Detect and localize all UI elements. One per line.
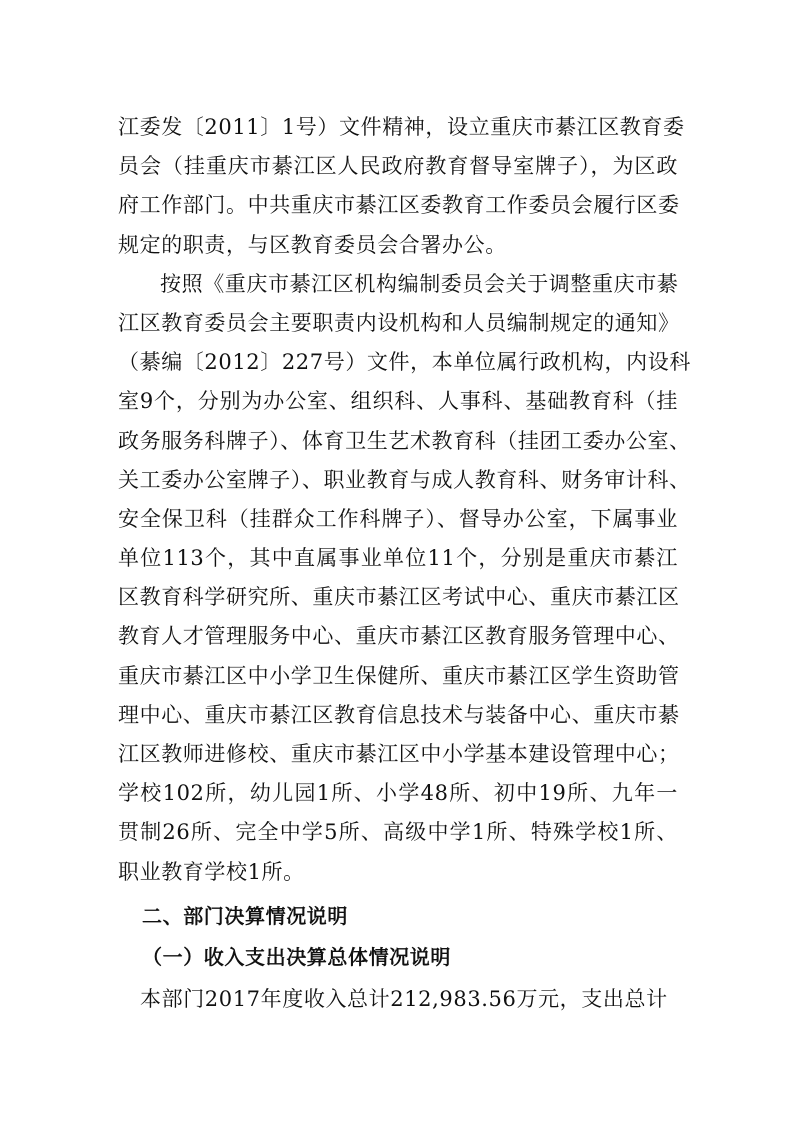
text-line: 学校102所，幼儿园1所、小学48所、初中19所、九年一 — [118, 781, 678, 806]
text-line: 单位113个，其中直属事业单位11个，分别是重庆市綦江 — [118, 546, 678, 571]
text-line: 规定的职责，与区教育委员会合署办公。 — [118, 232, 507, 257]
text-line: 重庆市綦江区中小学卫生保健所、重庆市綦江区学生资助管 — [118, 663, 680, 688]
text-line: 贯制26所、完全中学5所、高级中学1所、特殊学校1所、 — [118, 820, 678, 845]
text-line: 江区教师进修校、重庆市綦江区中小学基本建设管理中心； — [118, 742, 680, 766]
text-line: 室9个，分别为办公室、组织科、人事科、基础教育科（挂 — [118, 389, 678, 414]
text-line: 区教育科学研究所、重庆市綦江区考试中心、重庆市綦江区 — [118, 585, 680, 610]
section-heading: 二、部门决算情况说明 — [142, 904, 348, 928]
text-line: 职业教育学校1所。 — [118, 859, 305, 884]
text-line: 按照《重庆市綦江区机构编制委员会关于调整重庆市綦 — [160, 271, 679, 296]
subsection-heading: （一）收入支出决算总体情况说明 — [142, 945, 451, 969]
text-line: 府工作部门。中共重庆市綦江区委教育工作委员会履行区委 — [118, 193, 680, 218]
text-line: 江委发〔2011〕1号）文件精神，设立重庆市綦江区教育委 — [118, 115, 685, 139]
summary-text-line: 本部门2017年度收入总计212,983.56万元，支出总计 — [140, 987, 668, 1011]
body-text — [118, 108, 691, 892]
text-line: 关工委办公室牌子）、职业教育与成人教育科、财务审计科、 — [118, 467, 691, 492]
text-line: （綦编〔2012〕227号）文件，本单位属行政机构，内设科 — [118, 350, 691, 375]
text-line: 政务服务科牌子）、体育卫生艺术教育科（挂团工委办公室、 — [118, 428, 691, 453]
text-line: 安全保卫科（挂群众工作科牌子）、督导办公室，下属事业 — [118, 506, 678, 531]
text-line: 员会（挂重庆市綦江区人民政府教育督导室牌子），为区政 — [118, 154, 678, 179]
text-line: 教育人才管理服务中心、重庆市綦江区教育服务管理中心、 — [118, 624, 680, 649]
text-line: 理中心、重庆市綦江区教育信息技术与装备中心、重庆市綦 — [118, 702, 680, 727]
text-line: 江区教育委员会主要职责内设机构和人员编制规定的通知》 — [118, 310, 680, 335]
